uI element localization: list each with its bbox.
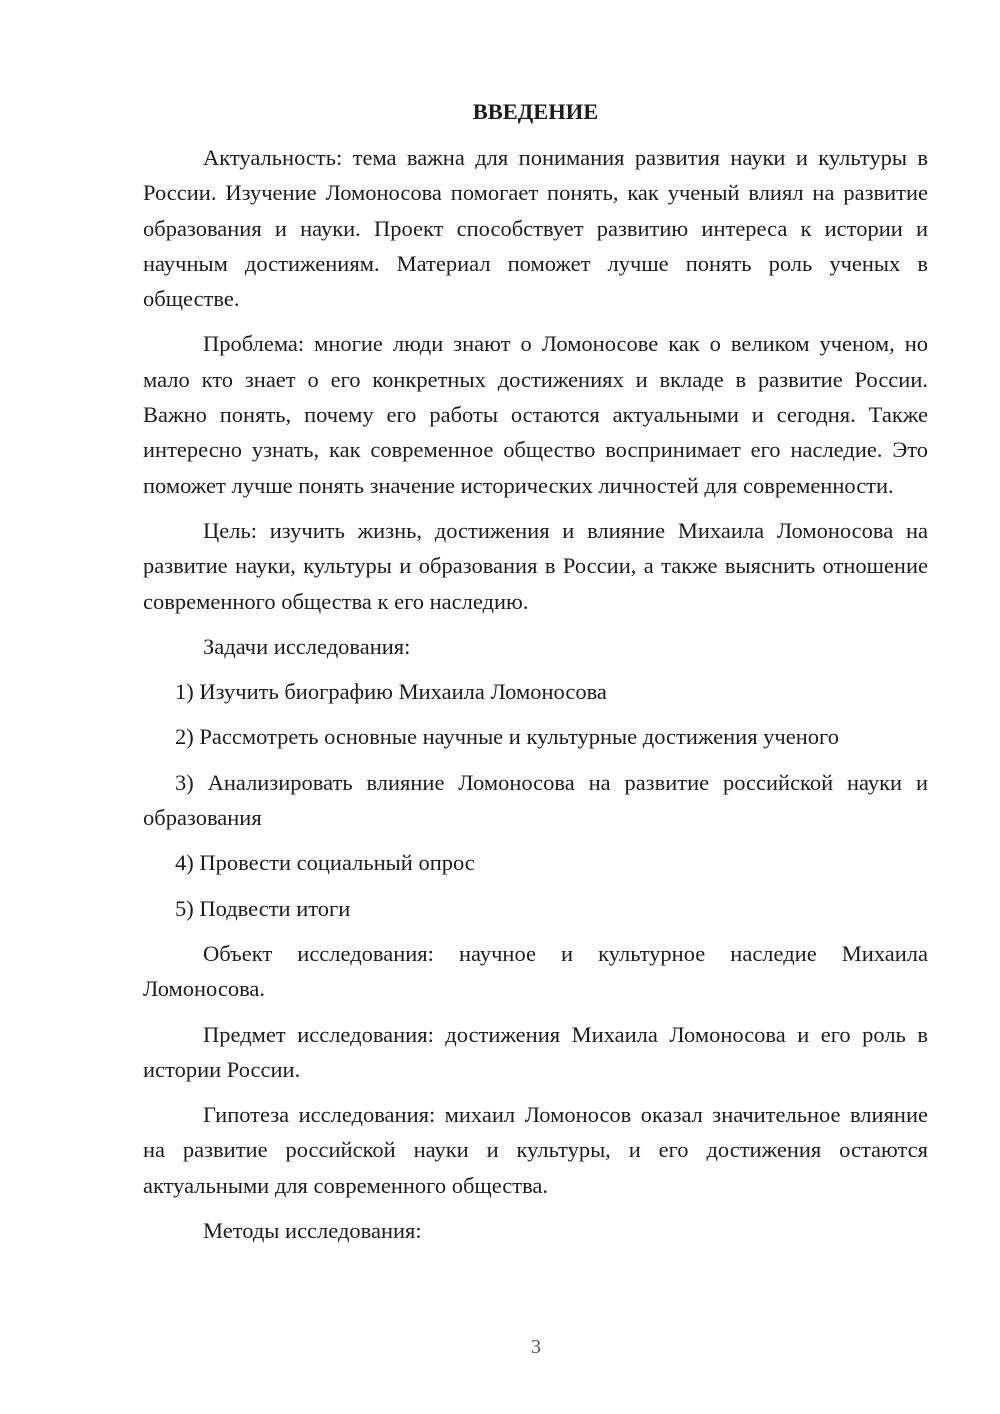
- tasks-label: Задачи исследования:: [203, 633, 411, 659]
- task-item-3: 3) Анализировать влияние Ломоносова на развитие российской науки и образования: [143, 769, 928, 831]
- section-heading: ВВЕДЕНИЕ: [472, 99, 599, 124]
- task-item-2: 2) Рассмотреть основные научные и культурные достижения ученого: [175, 724, 839, 750]
- task-item-5: 5) Подвести итоги: [175, 895, 351, 921]
- hypothesis-paragraph: Гипотеза исследования: михаил Ломоносов оказал значительное влияние на развитие российской науки и культуры, и его достижения остаются актуальными для современного общества.: [143, 1102, 928, 1198]
- task-item-1: 1) Изучить биографию Михаила Ломоносова: [175, 679, 607, 705]
- problem-paragraph: Проблема: многие люди знают о Ломоносове как о великом ученом, но мало кто знает о его конкретных достижениях и вкладе в развитие России. Важно понять, почему его работы остаются актуальными и сегодня. Также интересно узнать, как современное общество воспринимает его наследие. Это поможет лучше понять значение исторических личностей для современности.: [143, 331, 928, 498]
- page-content: [143, 94, 928, 1258]
- methods-label: Методы исследования:: [203, 1218, 422, 1244]
- object-paragraph: Объект исследования: научное и культурное наследие Михаила Ломоносова.: [143, 940, 928, 1002]
- task-item-4: 4) Провести социальный опрос: [175, 850, 475, 876]
- relevance-paragraph: Актуальность: тема важна для понимания развития науки и культуры в России. Изучение Ломоносова помогает понять, как ученый влиял на развитие образования и науки. Проект способствует развитию интереса к истории и научным достижениям. Материал поможет лучше понять роль ученых в обществе.: [143, 145, 928, 312]
- subject-paragraph: Предмет исследования: достижения Михаила Ломоносова и его роль в истории России.: [143, 1021, 928, 1082]
- page-number: 3: [531, 1336, 541, 1358]
- goal-paragraph: Цель: изучить жизнь, достижения и влияние Михаила Ломоносова на развитие науки, культуры и образования в России, а также выяснить отношение современного общества к его наследию.: [143, 517, 928, 614]
